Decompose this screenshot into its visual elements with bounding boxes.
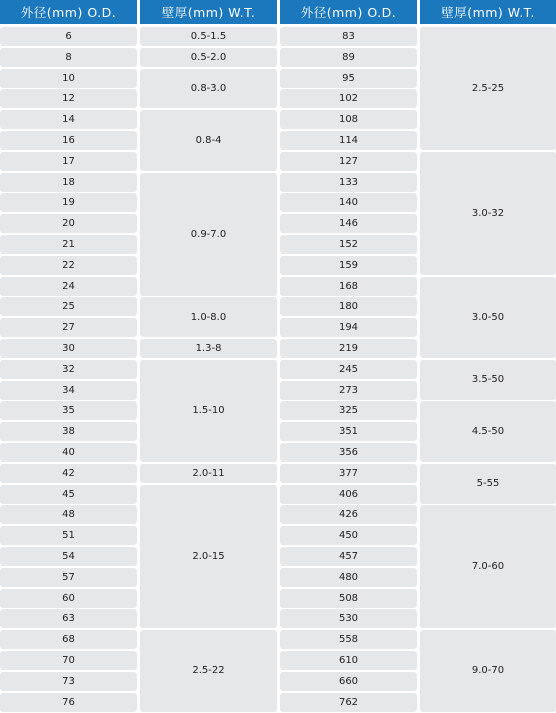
od-cell: 48 <box>0 505 137 524</box>
od-cell: 42 <box>0 464 137 483</box>
od-cell: 377 <box>280 464 417 483</box>
od-cell: 610 <box>280 651 417 670</box>
od-cell: 558 <box>280 630 417 649</box>
od-cell: 159 <box>280 256 417 275</box>
wt-cell: 0.5-1.5 <box>140 27 277 46</box>
header-right-wt: 壁厚(mm) W.T. <box>420 0 556 24</box>
od-cell: 51 <box>0 526 137 545</box>
od-cell: 17 <box>0 152 137 171</box>
od-cell: 762 <box>280 693 417 712</box>
od-cell: 25 <box>0 297 137 316</box>
od-cell: 19 <box>0 193 137 212</box>
od-cell: 152 <box>280 235 417 254</box>
od-cell: 14 <box>0 110 137 129</box>
wt-cell: 1.0-8.0 <box>140 297 277 337</box>
od-cell: 450 <box>280 526 417 545</box>
wt-cell: 0.8-4 <box>140 110 277 171</box>
wt-cell: 2.5-22 <box>140 630 277 711</box>
od-cell: 30 <box>0 339 137 358</box>
wt-cell: 3.0-50 <box>420 277 556 358</box>
od-cell: 180 <box>280 297 417 316</box>
wt-cell: 4.5-50 <box>420 401 556 462</box>
od-cell: 95 <box>280 69 417 88</box>
od-cell: 60 <box>0 589 137 608</box>
od-cell: 21 <box>0 235 137 254</box>
od-cell: 480 <box>280 568 417 587</box>
od-cell: 27 <box>0 318 137 337</box>
od-cell: 34 <box>0 381 137 400</box>
wt-cell: 7.0-60 <box>420 505 556 628</box>
od-cell: 168 <box>280 277 417 296</box>
od-cell: 20 <box>0 214 137 233</box>
od-cell: 18 <box>0 173 137 192</box>
od-cell: 10 <box>0 69 137 88</box>
od-cell: 76 <box>0 693 137 712</box>
od-cell: 38 <box>0 422 137 441</box>
od-cell: 219 <box>280 339 417 358</box>
od-cell: 508 <box>280 589 417 608</box>
od-cell: 8 <box>0 48 137 67</box>
od-cell: 24 <box>0 277 137 296</box>
wt-cell: 1.3-8 <box>140 339 277 358</box>
od-cell: 140 <box>280 193 417 212</box>
od-cell: 325 <box>280 401 417 420</box>
od-cell: 12 <box>0 89 137 108</box>
od-cell: 457 <box>280 547 417 566</box>
wt-cell: 9.0-70 <box>420 630 556 711</box>
wt-cell: 3.5-50 <box>420 360 556 400</box>
od-cell: 351 <box>280 422 417 441</box>
od-cell: 127 <box>280 152 417 171</box>
wt-cell: 0.8-3.0 <box>140 69 277 109</box>
od-cell: 245 <box>280 360 417 379</box>
od-cell: 146 <box>280 214 417 233</box>
od-cell: 530 <box>280 609 417 628</box>
od-cell: 273 <box>280 381 417 400</box>
od-cell: 16 <box>0 131 137 150</box>
od-cell: 89 <box>280 48 417 67</box>
header-left-od: 外径(mm) O.D. <box>0 0 137 24</box>
od-cell: 40 <box>0 443 137 462</box>
od-cell: 356 <box>280 443 417 462</box>
od-cell: 70 <box>0 651 137 670</box>
od-cell: 57 <box>0 568 137 587</box>
od-cell: 45 <box>0 485 137 504</box>
wt-cell: 3.0-32 <box>420 152 556 275</box>
od-cell: 54 <box>0 547 137 566</box>
od-cell: 73 <box>0 672 137 691</box>
od-cell: 102 <box>280 89 417 108</box>
od-cell: 426 <box>280 505 417 524</box>
od-cell: 6 <box>0 27 137 46</box>
wt-cell: 2.0-11 <box>140 464 277 483</box>
wt-cell: 2.0-15 <box>140 485 277 629</box>
od-cell: 32 <box>0 360 137 379</box>
od-cell: 35 <box>0 401 137 420</box>
wt-cell: 0.9-7.0 <box>140 173 277 296</box>
od-cell: 133 <box>280 173 417 192</box>
od-cell: 194 <box>280 318 417 337</box>
od-cell: 108 <box>280 110 417 129</box>
header-left-wt: 壁厚(mm) W.T. <box>140 0 277 24</box>
od-cell: 406 <box>280 485 417 504</box>
header-right-od: 外径(mm) O.D. <box>280 0 417 24</box>
od-cell: 660 <box>280 672 417 691</box>
od-cell: 22 <box>0 256 137 275</box>
wt-cell: 0.5-2.0 <box>140 48 277 67</box>
wt-cell: 2.5-25 <box>420 27 556 150</box>
od-cell: 83 <box>280 27 417 46</box>
wt-cell: 5-55 <box>420 464 556 504</box>
wt-cell: 1.5-10 <box>140 360 277 462</box>
od-cell: 114 <box>280 131 417 150</box>
od-cell: 63 <box>0 609 137 628</box>
od-cell: 68 <box>0 630 137 649</box>
